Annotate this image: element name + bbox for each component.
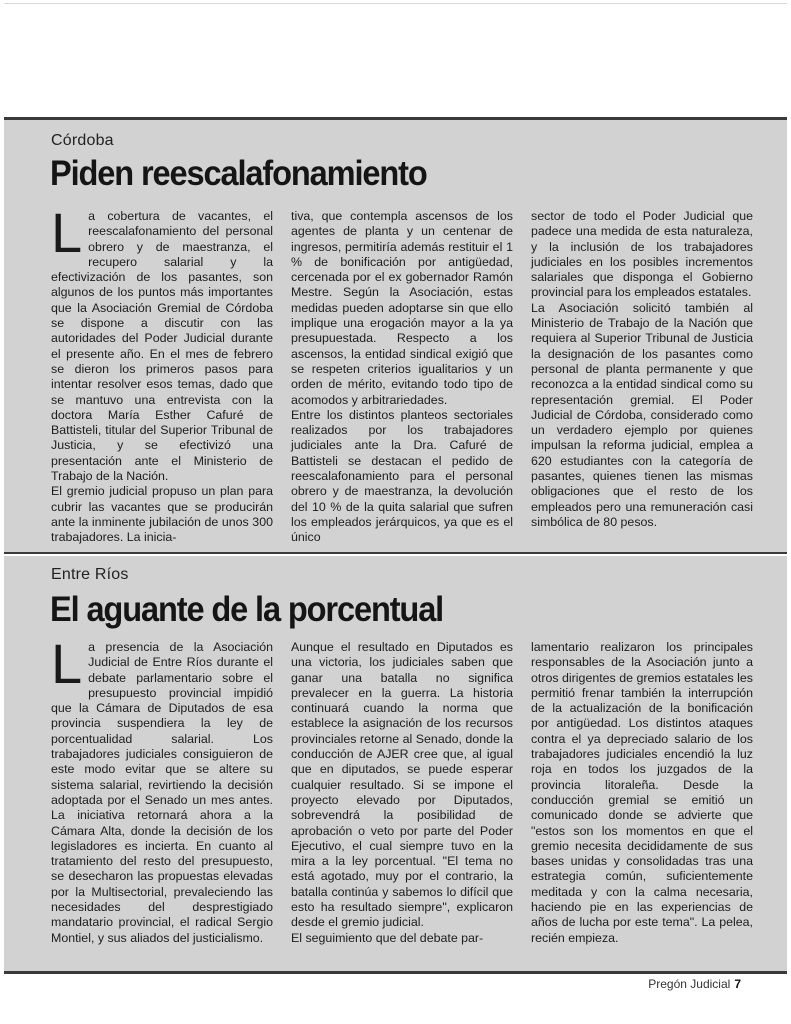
article-columns [51,201,772,546]
article-column-3 [531,209,753,546]
publication-name: Pregón Judicial [648,977,731,991]
paragraph: El seguimiento que del debate par- [291,930,484,945]
paragraph: Aunque el resultado en Diputados es una victoria, los judiciales saben que ganar una batalla no significa prevalecer en la guerra. La historia continuará cuando la norma que establece la asignación de los recursos provinciales retorne al Senado, donde la conducción de AJER cree que, al igual que en diputados, se puede esperar cualquier resultado. Si se impone el proyecto elevado por Diputados, sobrevendrá la posibilidad de aprobación o veto por parte del Poder Ejecutivo, el cual siempre tuvo en la mira a la ley porcentual. "El tema no está agotado, muy por el contrario, la batalla continúa y sabemos lo difícil que esto ha resultado siempre", explicaron desde el gremio judicial. [291,640,513,930]
paragraph: La Asociación solicitó también al Ministerio de Trabajo de la Nación que requiera al Superior Tribunal de Justicia la designación de los pasantes como personal de planta permanente y que reconozca a la entidad sindical como su representación gremial. El Poder Judicial de Córdoba, considerado como un verdadero ejemplo por quienes impulsan la reforma judicial, emplea a 620 estudiantes con la categoría de pasantes, quienes tienen las mismas obligaciones que el resto de los empleados pero una remuneración casi simbólica de 80 pesos. [531,300,753,529]
paragraph: sector de todo el Poder Judicial que padece una medida de esta naturaleza, y la inclusión de los trabajadores judiciales en los posibles incrementos salariales que disponga el Gobierno provincial para los empleados estatales. [531,209,753,300]
article-kicker: Entre Ríos [51,566,129,583]
paragraph: Entre los distintos planteos sectoriales realizados por los trabajadores judiciales ante la Dra. Cafuré de Battisteli se destacan el pedido de reescalafonamiento para el personal obrero y de maestranza, la devolución del 10 % de la quita salarial que sufren los empleados jerárquicos, ya que es el único [291,407,513,545]
article-cordoba [4,117,787,554]
page-footer [648,977,741,991]
article-column-2 [291,640,513,946]
top-rule [4,3,787,4]
paragraph: tiva, que contempla ascensos de los agentes de planta y un centenar de ingresos, permitiría además restituir el 1 % de bonificación por antigüedad, cercenada por el ex gobernador Ramón Mestre. Según la Asociación, estas medidas pueden adoptarse sin que ello implique una erogación mayor a la ya presupuestada. Respecto a los ascensos, la entidad sindical exigió que se respeten criterios igualitarios y un orden de mérito, evitando todo tipo de acomodos y arbitrariedades. [291,209,513,407]
paragraph: a cobertura de vacantes, el reescalafonamiento del personal obrero y de maestranza, el recupero salarial y la efectivización de los pasantes, son algunos de los puntos más importantes que la Asociación Gremial de Córdoba se dispone a discutir con las autoridades del Poder Judicial durante el presente año. En el mes de febrero se dieron los primeros pasos para intentar resolver esos temas, dado que se mantuvo una entrevista con la doctora María Esther Cafuré de Battisteli, titular del Superior Tribunal de Justicia, y se efectivizó una presentación ante el Ministerio de Trabajo de la Nación. [51,209,273,484]
paragraph: lamentario realizaron los principales responsables de la Asociación junto a otros dirigentes de gremios estatales les permitió frenar también la interrupción de la actualización de la bonificación por antigüedad. Los distintos ataques contra el ya depreciado salario de los trabajadores judiciales encendió la luz roja en todos los juzgados de la provincia litoraleña. Desde la conducción gremial se emitió un comunicado donde se advierte que "estos son los momentos en que el gremio necesita decididamente de sus bases unidas y consolidadas tras una estrategia común, suficientemente meditada y con la calma necesaria, haciendo pie en las experiencias de años de lucha por este tema". La pelea, recién empieza. [531,640,753,945]
article-headline: El aguante de la porcentual [50,590,444,629]
page-number: 7 [734,977,741,991]
article-columns [51,632,772,946]
article-entre-rios [4,556,787,974]
paragraph: a presencia de la Asociación Judicial de Entre Ríos durante el debate parlamentario sobre el presupuesto provincial impidió que la Cámara de Diputados de esa provincia suspendiera la ley de porcentualidad salarial. Los trabajadores judiciales consiguieron de este modo evitar que se altere su sistema salarial, revirtiendo la decisión adoptada por el Senado un mes antes. La iniciativa retornará ahora a la Cámara Alta, donde la decisión de los legisladores es incierta. En cuanto al tratamiento del resto del presupuesto, se desecharon las propuestas elevadas por la Multisectorial, prevaleciendo las necesidades del desprestigiado mandatario provincial, el radical Sergio Montiel, y sus aliados del justicialismo. [51,640,273,945]
drop-cap: L [51,632,83,695]
paragraph: El gremio judicial propuso un plan para cubrir las vacantes que se producirán ante la inminente jubilación de unos 300 trabajadores. La inicia- [51,484,273,545]
drop-cap: L [51,201,83,264]
article-column-1 [51,632,273,946]
article-column-2 [291,209,513,546]
article-headline: Piden reescalafonamiento [50,154,427,193]
article-column-1 [51,201,273,546]
article-kicker: Córdoba [51,132,114,149]
article-column-3 [531,640,753,946]
